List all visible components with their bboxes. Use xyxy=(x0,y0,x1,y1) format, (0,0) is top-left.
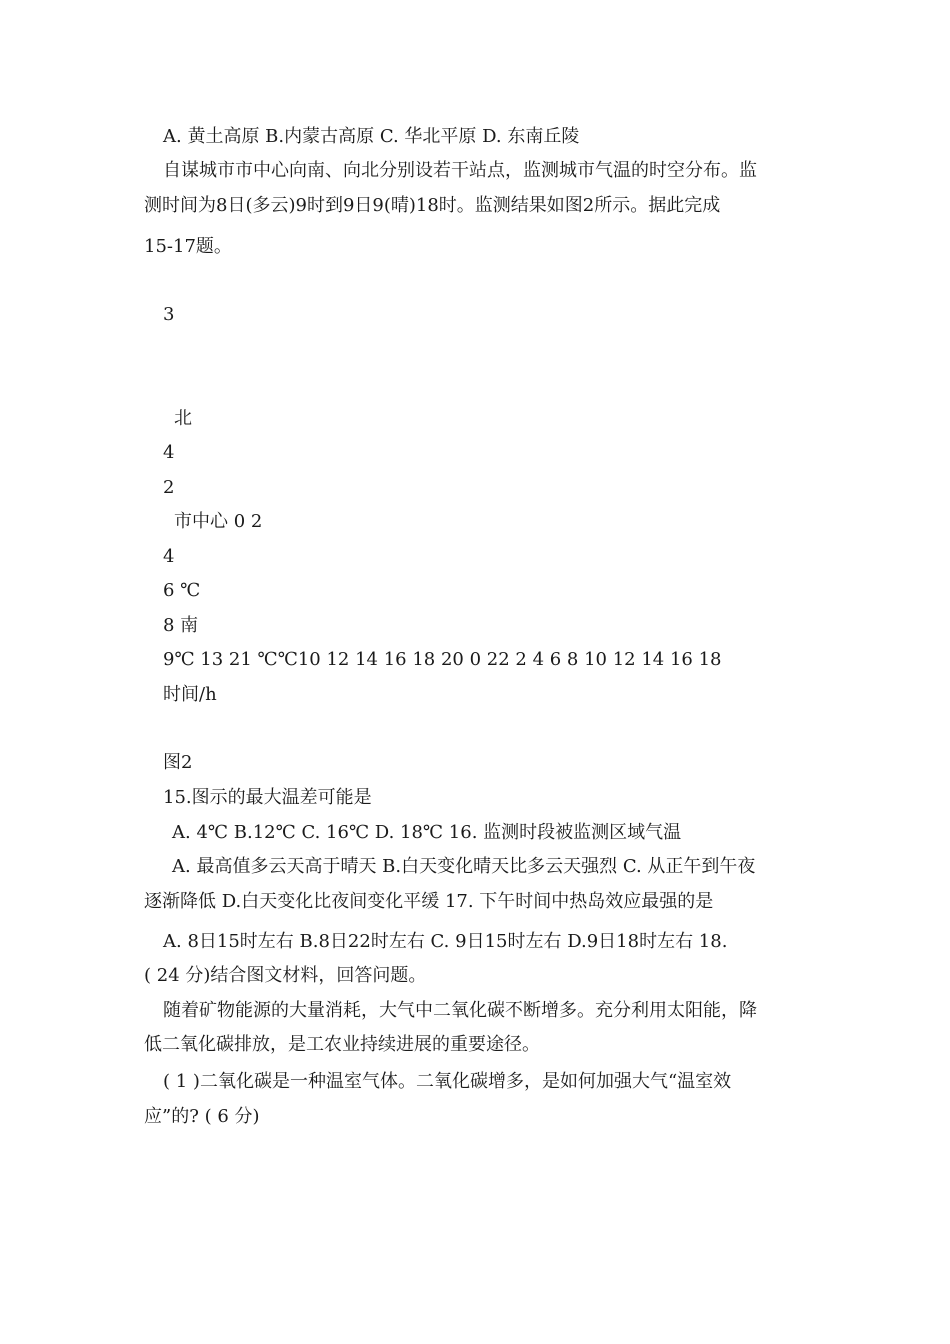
question-18-part-1-line-1: ( 1 )二氧化碳是一种温室气体。二氧化碳增多，是如何加强大气“温室效 xyxy=(163,1071,732,1092)
question-18-passage-line-1: 随着矿物能源的大量消耗，大气中二氧化碳不断增多。充分利用太阳能，降 xyxy=(163,1000,757,1021)
figure-text: 9℃ 13 21 ℃℃10 12 14 16 18 20 0 22 2 4 6 8 10 12 14 16 18 xyxy=(163,649,722,670)
question-18-heading: ( 24 分)结合图文材料，回答问题。 xyxy=(144,965,427,986)
question-15-options: A. 4℃ B.12℃ C. 16℃ D. 18℃ 16. 监测时段被监测区域气温 xyxy=(172,822,682,843)
figure-text: 北 xyxy=(174,408,192,429)
figure-text: 市中心 0 2 xyxy=(174,511,263,532)
figure-text: 4 xyxy=(163,546,175,567)
figure-text: 6 ℃ xyxy=(163,580,201,601)
figure-caption: 图2 xyxy=(163,752,193,773)
question-14-options: A. 黄土高原 B.内蒙古高原 C. 华北平原 D. 东南丘陵 xyxy=(163,126,580,147)
figure-text: 时间/h xyxy=(163,684,217,705)
question-16-options-line-1: A. 最高值多云天高于晴天 B.白天变化晴天比多云天强烈 C. 从正午到午夜 xyxy=(172,856,756,877)
figure-text: 8 南 xyxy=(163,615,199,636)
question-18-part-1-line-2: 应”的? ( 6 分) xyxy=(144,1106,260,1127)
question-17-options: A. 8日15时左右 B.8日22时左右 C. 9日15时左右 D.9日18时左右 18. xyxy=(163,931,728,952)
passage-line-2: 测时间为8日(多云)9时到9日9(晴)18时。监测结果如图2所示。据此完成 xyxy=(144,195,721,216)
figure-text: 3 xyxy=(163,304,175,325)
question-16-options-line-2: 逐渐降低 D.白天变化比夜间变化平缓 17. 下午时间中热岛效应最强的是 xyxy=(144,891,714,912)
figure-text: 2 xyxy=(163,477,175,498)
passage-line-3: 15-17题。 xyxy=(144,236,232,257)
question-18-passage-line-2: 低二氧化碳排放，是工农业持续进展的重要途径。 xyxy=(144,1034,540,1055)
question-15: 15.图示的最大温差可能是 xyxy=(163,787,372,808)
figure-text: 4 xyxy=(163,442,175,463)
passage-line-1: 自谋城市市中心向南、向北分别设若干站点，监测城市气温的时空分布。监 xyxy=(163,160,757,181)
